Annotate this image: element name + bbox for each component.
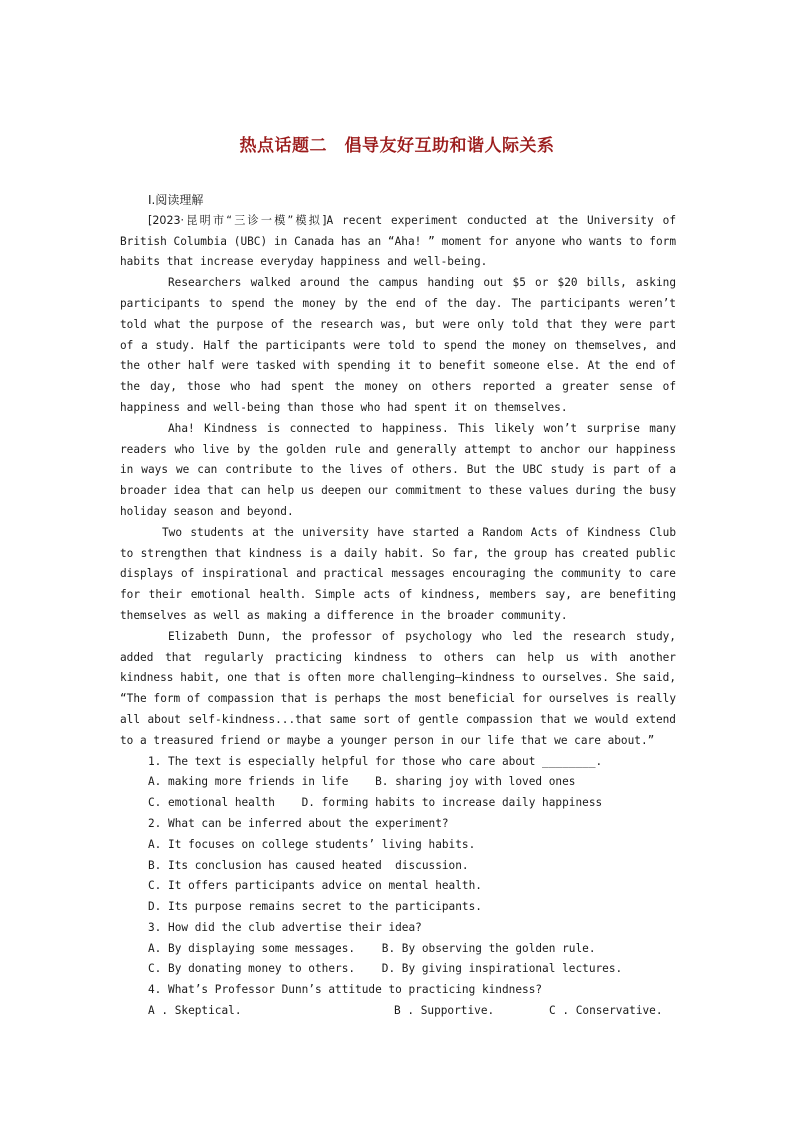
question-3-options-row-1: A. By displaying some messages. B. By observing the golden rule. bbox=[148, 941, 596, 955]
paragraph-1: [2023·昆明市“三诊一模”模拟]A recent experiment conducted at the University of British Columbia (UBC) in Canada has an “Aha! ” moment for anyone who wants to form habits that increase everyday happiness and well-being. bbox=[120, 213, 676, 269]
question-2-option-c: C. It offers participants advice on mental health. bbox=[148, 879, 482, 893]
question-1-options-row-2: C. emotional health D. forming habits to increase daily happiness bbox=[148, 796, 603, 810]
question-4-option-a: A . Skeptical. bbox=[148, 1004, 242, 1018]
reading-content bbox=[120, 190, 676, 1022]
question-2-option-b: B. Its conclusion has caused heated discussion. bbox=[148, 858, 469, 872]
question-4-option-c: C . Conservative. bbox=[549, 1004, 663, 1018]
section-heading: Ⅰ.阅读理解 bbox=[148, 193, 204, 207]
paragraph-2: Researchers walked around the campus handing out $5 or $20 bills, asking participants to spend the money by the end of the day. The participants weren’t told what the purpose of the research was, but were only told that they were part of a study. Half the participants were told to spend the money on themselves, and the other half were tasked with spending it to benefit someone else. At the end of the day, those who had spent the money on others reported a greater sense of happiness and well-being than those who had spent it on themselves. bbox=[120, 276, 676, 414]
question-3-options-row-2: C. By donating money to others. D. By giving inspirational lectures. bbox=[148, 962, 623, 976]
question-1-stem: 1. The text is especially helpful for those who care about ________. bbox=[148, 754, 603, 768]
paragraph-5: Elizabeth Dunn, the professor of psychology who led the research study, added that regularly practicing kindness to others can help us with another kindness habit, one that is often more challenging—kindness to ourselves. She said, “The form of compassion that is perhaps the most beneficial for ourselves is really all about self-kindness...that same sort of gentle compassion that we would extend to a treasured friend or maybe a younger person in our life that we care about.” bbox=[120, 629, 676, 747]
question-2-stem: 2. What can be inferred about the experiment? bbox=[148, 816, 449, 830]
question-2-option-d: D. Its purpose remains secret to the participants. bbox=[148, 900, 482, 914]
question-1-options-row-1: A. making more friends in life B. sharing joy with loved ones bbox=[148, 775, 576, 789]
question-4-option-b: B . Supportive. bbox=[394, 1004, 495, 1018]
question-4-stem: 4. What’s Professor Dunn’s attitude to practicing kindness? bbox=[148, 983, 543, 997]
page-title: 热点话题二 倡导友好互助和谐人际关系 bbox=[239, 136, 555, 156]
question-2-option-a: A. It focuses on college students’ living habits. bbox=[148, 837, 476, 851]
question-4-options bbox=[120, 1001, 676, 1022]
paragraph-3: Aha! Kindness is connected to happiness. This likely won’t surprise many readers who live by the golden rule and generally attempt to anchor our happiness in ways we can contribute to the lives of others. But the UBC study is part of a broader idea that can help us deepen our commitment to these values during the busy holiday season and beyond. bbox=[120, 421, 676, 518]
question-3-stem: 3. How did the club advertise their idea? bbox=[148, 920, 422, 934]
paragraph-4: Two students at the university have started a Random Acts of Kindness Club to strengthen that kindness is a daily habit. So far, the group has created public displays of inspirational and practical messages encouraging the community to care for their emotional health. Simple acts of kindness, members say, are benefiting themselves as well as making a difference in the broader community. bbox=[120, 525, 676, 622]
source-label: [2023·昆明市“三诊一模”模拟] bbox=[148, 213, 327, 227]
